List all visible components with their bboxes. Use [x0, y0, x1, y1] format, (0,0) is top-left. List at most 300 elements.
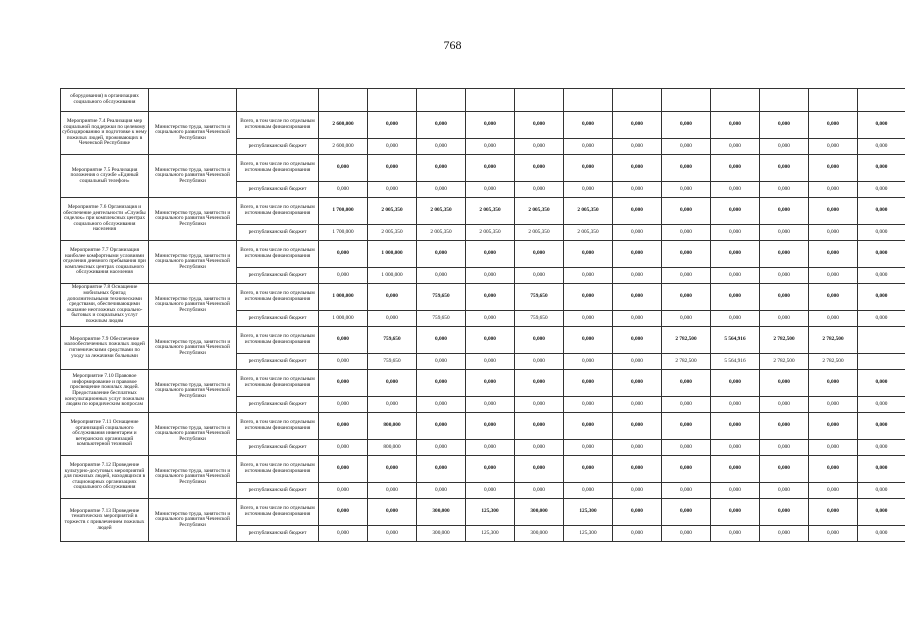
value-cell: 0,000 [858, 483, 905, 499]
value-cell: 1 000,000 [368, 241, 417, 268]
value-cell: 300,000 [515, 499, 564, 526]
value-cell: 0,000 [319, 440, 368, 456]
value-cell: 0,000 [564, 182, 613, 198]
value-cell: 0,000 [319, 182, 368, 198]
value-cell: 300,000 [417, 526, 466, 542]
value-cell: 0,000 [760, 311, 809, 327]
value-cell: 0,000 [564, 327, 613, 354]
value-cell: 0,000 [662, 268, 711, 284]
value-cell: 0,000 [515, 397, 564, 413]
value-cell: 0,000 [417, 483, 466, 499]
value-cell: 0,000 [613, 182, 662, 198]
value-cell: 0,000 [662, 440, 711, 456]
source-label: республиканский бюджет [237, 354, 319, 370]
value-cell: 2 005,350 [515, 225, 564, 241]
event-name: Мероприятие 7.13 Проведение тематических мероприятий в торжеств с привлечением пожилых людей [61, 499, 149, 542]
value-cell: 125,300 [564, 499, 613, 526]
value-cell: 0,000 [417, 440, 466, 456]
value-cell: 2 782,500 [662, 327, 711, 354]
table-row [61, 499, 905, 526]
value-cell: 0,000 [613, 225, 662, 241]
value-cell: 0,000 [564, 440, 613, 456]
value-cell: 0,000 [809, 155, 858, 182]
value-cell: 2 005,350 [466, 225, 515, 241]
value-cell: 5 564,916 [711, 327, 760, 354]
value-cell: 0,000 [858, 370, 905, 397]
value-cell: 0,000 [319, 483, 368, 499]
value-cell: 0,000 [760, 397, 809, 413]
value-cell: 0,000 [760, 284, 809, 311]
value-cell: 0,000 [760, 526, 809, 542]
value-cell: 0,000 [564, 284, 613, 311]
value-cell: 0,000 [858, 268, 905, 284]
value-cell: 0,000 [711, 311, 760, 327]
value-cell: 0,000 [368, 155, 417, 182]
value-cell: 1 000,000 [319, 311, 368, 327]
value-cell: 0,000 [858, 456, 905, 483]
value-cell: 0,000 [662, 370, 711, 397]
value-cell: 0,000 [368, 311, 417, 327]
empty-cell [466, 89, 515, 112]
value-cell: 0,000 [711, 112, 760, 139]
value-cell: 2 782,500 [809, 354, 858, 370]
value-cell: 0,000 [662, 526, 711, 542]
value-cell: 0,000 [858, 397, 905, 413]
value-cell: 0,000 [613, 413, 662, 440]
value-cell: 0,000 [613, 499, 662, 526]
value-cell: 0,000 [515, 268, 564, 284]
value-cell: 0,000 [662, 139, 711, 155]
value-cell: 125,300 [466, 499, 515, 526]
value-cell: 0,000 [515, 182, 564, 198]
value-cell: 0,000 [711, 139, 760, 155]
source-label: Всего, в том числе по отдельным источникам финансирования [237, 155, 319, 182]
value-cell: 0,000 [858, 155, 905, 182]
value-cell: 0,000 [564, 413, 613, 440]
value-cell: 0,000 [466, 413, 515, 440]
value-cell: 0,000 [613, 241, 662, 268]
value-cell: 0,000 [368, 499, 417, 526]
empty-cell [515, 89, 564, 112]
value-cell: 0,000 [809, 182, 858, 198]
value-cell: 0,000 [711, 483, 760, 499]
value-cell [858, 354, 905, 370]
value-cell: 759,650 [368, 354, 417, 370]
executor-name: Министерство труда, занятости и социального развития Чеченской Республики [149, 155, 237, 198]
source-label: Всего, в том числе по отдельным источникам финансирования [237, 327, 319, 354]
value-cell: 0,000 [662, 284, 711, 311]
value-cell: 0,000 [613, 456, 662, 483]
value-cell: 759,650 [417, 311, 466, 327]
empty-cell [858, 89, 905, 112]
executor-name: Министерство труда, занятости и социального развития Чеченской Республики [149, 327, 237, 370]
empty-cell [417, 89, 466, 112]
value-cell: 2 782,500 [662, 354, 711, 370]
value-cell: 0,000 [515, 413, 564, 440]
value-cell: 0,000 [711, 284, 760, 311]
value-cell: 0,000 [760, 413, 809, 440]
value-cell: 0,000 [858, 440, 905, 456]
value-cell: 0,000 [760, 112, 809, 139]
value-cell: 0,000 [809, 268, 858, 284]
value-cell: 0,000 [760, 139, 809, 155]
event-name: Мероприятие 7.12 Проведение культурно-досуговых мероприятий для пожилых людей, находящихся в стационарных организациях социального обслуживания [61, 456, 149, 499]
value-cell: 0,000 [711, 198, 760, 225]
value-cell: 0,000 [466, 327, 515, 354]
value-cell: 0,000 [564, 112, 613, 139]
value-cell: 0,000 [858, 198, 905, 225]
value-cell: 0,000 [760, 155, 809, 182]
value-cell: 0,000 [515, 456, 564, 483]
value-cell: 0,000 [613, 198, 662, 225]
table-row [61, 456, 905, 483]
executor-name: Министерство труда, занятости и социального развития Чеченской Республики [149, 284, 237, 327]
value-cell: 0,000 [711, 182, 760, 198]
value-cell: 0,000 [760, 182, 809, 198]
executor-name: Министерство труда, занятости и социального развития Чеченской Республики [149, 112, 237, 155]
value-cell: 0,000 [662, 225, 711, 241]
event-name: Мероприятие 7.4 Реализация мер социальной поддержки по целевому субсидированию и подготовке к нему пожилых людей, проживающих в Чеченской Республике [61, 112, 149, 155]
value-cell: 0,000 [515, 327, 564, 354]
value-cell: 0,000 [662, 483, 711, 499]
value-cell: 0,000 [760, 499, 809, 526]
value-cell: 0,000 [809, 526, 858, 542]
value-cell: 0,000 [417, 112, 466, 139]
value-cell: 800,000 [368, 413, 417, 440]
value-cell: 0,000 [809, 483, 858, 499]
value-cell: 0,000 [858, 499, 905, 526]
value-cell: 0,000 [564, 268, 613, 284]
value-cell: 0,000 [368, 397, 417, 413]
value-cell: 0,000 [613, 327, 662, 354]
value-cell: 2 005,350 [368, 225, 417, 241]
value-cell: 300,000 [515, 526, 564, 542]
value-cell: 0,000 [809, 198, 858, 225]
value-cell: 0,000 [466, 456, 515, 483]
value-cell: 0,000 [466, 440, 515, 456]
carry-over-text: оборудования) в организациях социального обслуживания [61, 89, 149, 112]
value-cell: 0,000 [417, 370, 466, 397]
value-cell: 300,000 [417, 499, 466, 526]
empty-cell [319, 89, 368, 112]
value-cell: 0,000 [319, 499, 368, 526]
value-cell: 0,000 [760, 268, 809, 284]
value-cell: 0,000 [613, 311, 662, 327]
value-cell: 0,000 [564, 354, 613, 370]
value-cell: 0,000 [613, 284, 662, 311]
event-name: Мероприятие 7.5 Реализация положения о службе «Единый социальный телефон» [61, 155, 149, 198]
value-cell: 0,000 [613, 354, 662, 370]
value-cell: 0,000 [564, 139, 613, 155]
source-label: республиканский бюджет [237, 440, 319, 456]
table-row [61, 413, 905, 440]
source-label: Всего, в том числе по отдельным источникам финансирования [237, 370, 319, 397]
value-cell: 0,000 [662, 413, 711, 440]
value-cell: 0,000 [809, 413, 858, 440]
value-cell: 0,000 [711, 225, 760, 241]
value-cell: 0,000 [319, 354, 368, 370]
value-cell: 2 005,350 [564, 225, 613, 241]
value-cell: 1 000,000 [319, 284, 368, 311]
value-cell [858, 327, 905, 354]
value-cell: 0,000 [858, 139, 905, 155]
table-row [61, 370, 905, 397]
value-cell: 0,000 [662, 155, 711, 182]
value-cell: 0,000 [515, 155, 564, 182]
event-name: Мероприятие 7.9 Обеспечение малообеспеченных пожилых людей гигиеническими средствами по уходу за лежачими больными [61, 327, 149, 370]
value-cell: 2 600,000 [319, 112, 368, 139]
empty-cell [237, 89, 319, 112]
page-number: 768 [443, 38, 462, 52]
value-cell: 5 564,916 [711, 354, 760, 370]
value-cell: 0,000 [417, 155, 466, 182]
empty-cell [564, 89, 613, 112]
value-cell: 0,000 [564, 456, 613, 483]
event-name: Мероприятие 7.6 Организация и обеспечение деятельности «Службы сиделок» при комплексных центрах социального обслуживания населения [61, 198, 149, 241]
source-label: республиканский бюджет [237, 526, 319, 542]
value-cell: 0,000 [319, 456, 368, 483]
value-cell: 0,000 [662, 198, 711, 225]
value-cell: 2 005,350 [417, 198, 466, 225]
value-cell: 759,650 [515, 311, 564, 327]
value-cell: 0,000 [662, 499, 711, 526]
value-cell: 0,000 [564, 370, 613, 397]
empty-cell [368, 89, 417, 112]
value-cell: 0,000 [613, 155, 662, 182]
value-cell: 0,000 [319, 397, 368, 413]
executor-name: Министерство труда, занятости и социального развития Чеченской Республики [149, 456, 237, 499]
value-cell: 0,000 [466, 155, 515, 182]
source-label: Всего, в том числе по отдельным источникам финансирования [237, 112, 319, 139]
value-cell: 0,000 [417, 413, 466, 440]
value-cell: 0,000 [417, 327, 466, 354]
value-cell: 0,000 [319, 413, 368, 440]
value-cell: 0,000 [319, 327, 368, 354]
value-cell: 2 005,350 [564, 198, 613, 225]
value-cell: 0,000 [319, 526, 368, 542]
value-cell: 0,000 [466, 112, 515, 139]
value-cell: 0,000 [417, 268, 466, 284]
value-cell: 0,000 [319, 370, 368, 397]
value-cell: 0,000 [613, 397, 662, 413]
executor-name: Министерство труда, занятости и социального развития Чеченской Республики [149, 499, 237, 542]
table-row [61, 284, 905, 311]
source-label: Всего, в том числе по отдельным источникам финансирования [237, 413, 319, 440]
empty-cell [809, 89, 858, 112]
value-cell: 800,000 [368, 440, 417, 456]
value-cell: 0,000 [809, 370, 858, 397]
empty-cell [760, 89, 809, 112]
source-label: республиканский бюджет [237, 139, 319, 155]
value-cell: 0,000 [319, 155, 368, 182]
value-cell: 0,000 [858, 413, 905, 440]
empty-cell [711, 89, 760, 112]
value-cell: 0,000 [809, 397, 858, 413]
value-cell: 0,000 [613, 268, 662, 284]
value-cell: 2 005,350 [515, 198, 564, 225]
value-cell: 0,000 [662, 182, 711, 198]
value-cell: 759,650 [368, 327, 417, 354]
value-cell: 0,000 [760, 370, 809, 397]
value-cell: 0,000 [613, 483, 662, 499]
value-cell: 759,650 [417, 284, 466, 311]
value-cell: 0,000 [711, 440, 760, 456]
budget-table [60, 88, 905, 542]
value-cell: 0,000 [711, 456, 760, 483]
source-label: Всего, в том числе по отдельным источникам финансирования [237, 241, 319, 268]
table-row [61, 155, 905, 182]
value-cell: 0,000 [809, 241, 858, 268]
value-cell: 0,000 [662, 112, 711, 139]
value-cell: 0,000 [613, 526, 662, 542]
value-cell: 0,000 [613, 370, 662, 397]
value-cell: 2 782,500 [760, 354, 809, 370]
value-cell: 2 005,350 [417, 225, 466, 241]
value-cell: 0,000 [858, 311, 905, 327]
value-cell: 0,000 [760, 225, 809, 241]
executor-name: Министерство труда, занятости и социального развития Чеченской Республики [149, 198, 237, 241]
value-cell: 0,000 [417, 182, 466, 198]
value-cell: 0,000 [613, 139, 662, 155]
value-cell: 125,300 [564, 526, 613, 542]
value-cell: 0,000 [809, 112, 858, 139]
executor-name: Министерство труда, занятости и социального развития Чеченской Республики [149, 413, 237, 456]
value-cell: 1 000,000 [368, 268, 417, 284]
value-cell: 0,000 [809, 456, 858, 483]
value-cell: 0,000 [466, 241, 515, 268]
value-cell: 0,000 [809, 440, 858, 456]
value-cell: 2 005,350 [466, 198, 515, 225]
table-row [61, 112, 905, 139]
value-cell: 0,000 [368, 456, 417, 483]
source-label: республиканский бюджет [237, 225, 319, 241]
empty-cell [149, 89, 237, 112]
value-cell: 0,000 [466, 182, 515, 198]
value-cell: 0,000 [564, 241, 613, 268]
value-cell: 0,000 [417, 241, 466, 268]
value-cell: 0,000 [858, 225, 905, 241]
source-label: республиканский бюджет [237, 483, 319, 499]
value-cell: 0,000 [515, 112, 564, 139]
value-cell: 0,000 [466, 268, 515, 284]
value-cell: 0,000 [466, 483, 515, 499]
value-cell: 0,000 [368, 284, 417, 311]
value-cell: 0,000 [515, 139, 564, 155]
value-cell: 0,000 [564, 311, 613, 327]
empty-cell [662, 89, 711, 112]
table-row [61, 241, 905, 268]
value-cell: 0,000 [466, 397, 515, 413]
value-cell: 1 700,000 [319, 198, 368, 225]
value-cell: 0,000 [368, 139, 417, 155]
value-cell: 0,000 [662, 397, 711, 413]
value-cell: 0,000 [515, 241, 564, 268]
table-row [61, 327, 905, 354]
value-cell: 0,000 [858, 112, 905, 139]
value-cell: 0,000 [466, 354, 515, 370]
value-cell: 0,000 [515, 440, 564, 456]
value-cell: 0,000 [613, 440, 662, 456]
event-name: Мероприятие 7.8 Оснащение мобильных бригад дополнительными техническими средствами, обеспечивающими оказание неотложных социально-бытовых и социальных услуг пожилым людям [61, 284, 149, 327]
value-cell: 2 005,350 [368, 198, 417, 225]
value-cell: 0,000 [466, 370, 515, 397]
value-cell: 0,000 [368, 526, 417, 542]
value-cell: 0,000 [466, 284, 515, 311]
source-label: республиканский бюджет [237, 311, 319, 327]
value-cell: 0,000 [319, 268, 368, 284]
value-cell: 0,000 [711, 413, 760, 440]
value-cell: 0,000 [809, 139, 858, 155]
value-cell: 0,000 [368, 370, 417, 397]
value-cell: 0,000 [368, 182, 417, 198]
value-cell: 0,000 [613, 112, 662, 139]
value-cell: 0,000 [711, 370, 760, 397]
value-cell: 0,000 [564, 397, 613, 413]
event-name: Мероприятие 7.11 Оснащение организаций социального обслуживания инвентарем и ветеранских организаций компьютерной техникой [61, 413, 149, 456]
source-label: Всего, в том числе по отдельным источникам финансирования [237, 456, 319, 483]
value-cell: 0,000 [858, 241, 905, 268]
value-cell: 0,000 [417, 139, 466, 155]
source-label: Всего, в том числе по отдельным источникам финансирования [237, 198, 319, 225]
value-cell: 0,000 [711, 268, 760, 284]
value-cell: 0,000 [417, 397, 466, 413]
value-cell: 1 700,000 [319, 225, 368, 241]
value-cell: 0,000 [368, 112, 417, 139]
value-cell: 0,000 [515, 354, 564, 370]
value-cell: 0,000 [662, 456, 711, 483]
value-cell: 0,000 [760, 440, 809, 456]
source-label: республиканский бюджет [237, 268, 319, 284]
value-cell: 0,000 [711, 155, 760, 182]
source-label: республиканский бюджет [237, 397, 319, 413]
table-row [61, 198, 905, 225]
value-cell: 0,000 [564, 483, 613, 499]
carry-over-row [61, 89, 905, 112]
value-cell: 0,000 [760, 456, 809, 483]
value-cell: 0,000 [515, 483, 564, 499]
value-cell: 0,000 [809, 499, 858, 526]
value-cell: 0,000 [760, 241, 809, 268]
value-cell: 0,000 [858, 284, 905, 311]
value-cell: 0,000 [711, 499, 760, 526]
value-cell: 0,000 [711, 241, 760, 268]
value-cell: 2 782,500 [760, 327, 809, 354]
value-cell: 759,650 [515, 284, 564, 311]
value-cell: 0,000 [858, 182, 905, 198]
value-cell: 0,000 [809, 284, 858, 311]
value-cell: 2 600,000 [319, 139, 368, 155]
value-cell: 0,000 [662, 311, 711, 327]
value-cell: 125,300 [466, 526, 515, 542]
value-cell: 0,000 [417, 354, 466, 370]
value-cell: 0,000 [466, 311, 515, 327]
value-cell: 0,000 [858, 526, 905, 542]
value-cell: 0,000 [368, 483, 417, 499]
value-cell: 0,000 [319, 241, 368, 268]
value-cell: 0,000 [515, 370, 564, 397]
value-cell: 0,000 [760, 483, 809, 499]
value-cell: 0,000 [564, 155, 613, 182]
value-cell: 0,000 [760, 198, 809, 225]
value-cell: 0,000 [809, 311, 858, 327]
event-name: Мероприятие 7.10 Правовое информирование и правовое просвещение пожилых людей. Предоставление бесплатных консультационных услуг пожилым людям по юридическим вопросам [61, 370, 149, 413]
value-cell: 0,000 [662, 241, 711, 268]
source-label: Всего, в том числе по отдельным источникам финансирования [237, 284, 319, 311]
source-label: республиканский бюджет [237, 182, 319, 198]
value-cell: 0,000 [417, 456, 466, 483]
executor-name: Министерство труда, занятости и социального развития Чеченской Республики [149, 370, 237, 413]
value-cell: 0,000 [711, 397, 760, 413]
